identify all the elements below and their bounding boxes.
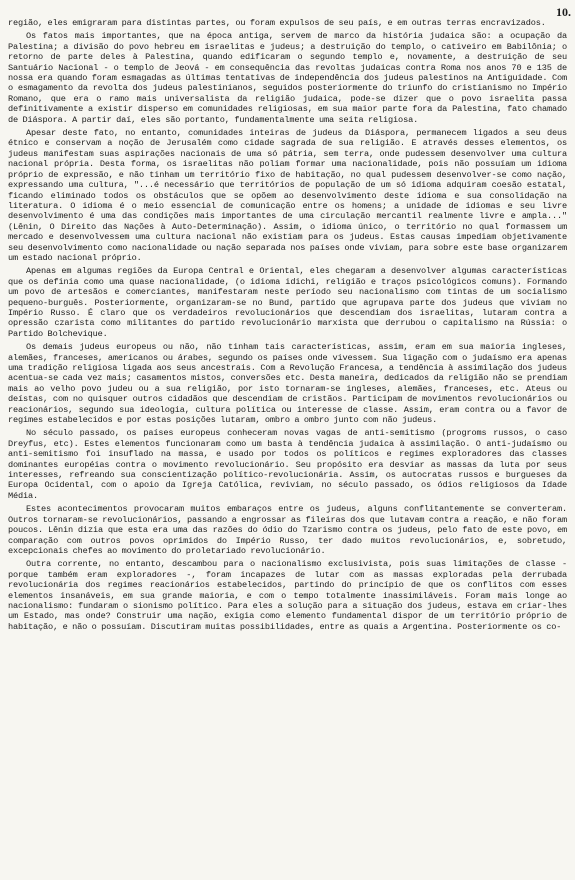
document-body — [8, 18, 567, 632]
paragraph-assimilation: Os demais judeus europeus ou não, não tinham tais características, assim, eram em sua maioria ingleses, alemães, franceses, americanos ou árabes, segundo os países onde vivessem. Sua ligação com o judaísmo era apenas uma tradição religiosa ligada aos seus ancestrais. Com a Revolução Francesa, a tendência à assimilação dos judeus acentua-se cada vez mais; casamentos mistos, conversões etc. Desta maneira, dedicados da religião não se prendiam mais ao velho povo judeu ou a sua religião, por isto tornaram-se ingleses, alemães, franceses, etc. Ateus ou deístas, com no quisquer outros cidadãos que descendiam de cristãos. Participam de movimentos revolucionários ou reacionários, segundo sua ideologia, cultura política ou interesse de classe. Assim, eram contra ou a favor de regimes estabelecidos e por estas posições lutaram, ombro a ombro junto com não judeus. — [8, 342, 567, 426]
paragraph-central-eastern-europe: Apenas em algumas regiões da Europa Central e Oriental, eles chegaram a desenvolver algumas características que os definia como uma quase nacionalidade, (o idioma idichi, religião e traços psicológicos comuns). Formando um povo de artesãos e comerciantes, manifestaram neste período seu nacionalismo com tintas de um socialismo pequeno-burguês. Posteriormente, organizaram-se no Bund, partido que agrupava parte dos judeus que viviam no Império Russo. É claro que os verdadeiros revolucionários que descendiam dos israelitas, lutaram contra a opressão czarista como militantes do partido revolucionário marxista que derrubou o capitalismo na Rússia: o Partido Bolchevique. — [8, 266, 567, 339]
paragraph-diaspora: Apesar deste fato, no entanto, comunidades inteiras de judeus da Diáspora, permanecem ligados a seu deus étnico e conservam a noção de Jerusalém como cidade sagrada de sua religião. E através desses elementos, os judeus manifestam suas aspirações nacionais de uma só pátria, sem terra, onde pudessem desenvolver uma cultura nacional própria. Desta forma, os israelitas não poliam formar uma nacionalidade, pois não possuíam um idioma próprio de expressão, e não tinham um território fixo de habitação, no qual pudessem desenvolver-se como nação, expressando uma cultura, "...é necessário que territórios de população de um só idioma adquiram coesão estatal, ficando eliminado todos os obstáculos que se opõem ao desenvolvimento deste idioma e sua consolidação na literatura. O idioma é o meio essencial de comunicação entre os homens; a unidade de idiomas e seu livre desenvolvimento é uma das condições mais importantes de uma circulação mercantil realmente livre e ampla..." (Lênin, O Direito das Nações à Auto-Determinação). Assim, o idioma único, o território no qual formassem um mercado e desenvolvessem uma cultura nacional não existiam para os judeus. Estas causas impediam objetivamente seu desenvolvimento como nacionalidade ou nação separada nos países onde viviam, para sobre este base organizarem um estado nacional próprio. — [8, 128, 567, 263]
paragraph-ancient-history: Os fatos mais importantes, que na época antiga, servem de marco da história judaica são: a ocupação da Palestina; a divisão do povo hebreu em israelitas e judeus; a destruição do templo, o cativeiro em Babilônia; o retorno de parte deles à Palestina, quando edificaram o segundo templo e, novamente, a destruição de seu Santuário Nacional - o templo de Jeová - em consequência das revoltas judaicas contra Roma nos anos 70 e 135 de nossa era quando foram esmagadas as últimas tentativas de independência dos judeus palestinos na Antiguidade. Com o esmagamento da revolta dos judeus palestinianos, seguidos posteriormente do triunfo do cristianismo no Império Romano, que era o ramo mais universalista da religião judaica, pode-se dizer que o povo israelita passa definitivamente a existir disperso em comunidades religiosas, em sua maior parte fora da Palestina, fato chamado de Diáspora. A partir daí, eles são portanto, fundamentalmente uma seita religiosa. — [8, 31, 567, 125]
paragraph-revolutionaries: Estes acontecimentos provocaram muitos embaraços entre os judeus, alguns conflitantemente se converteram. Outros tornaram-se revolucionários, passando a engrossar as fileiras dos que lutavam contra a reação, e não foram poucos. Lênin dizia que esta era uma das razões do ódio do Tzarismo contra os judeus, pelo fato de este povo, em comparação com outros povos oprimidos do Império Russo, ter dado muitos revolucionários, e, sobretudo, excepcionais chefes ao movimento do proletariado revolucionário. — [8, 504, 567, 556]
page-number: 10. — [556, 5, 571, 19]
paragraph-anti-semitism: No século passado, os países europeus conheceram novas vagas de anti-semitismo (progroms russos, o caso Dreyfus, etc). Estes elementos funcionaram como um basta à tendência judaica à assimilação. O anti-judaísmo ou anti-semitismo foi insuflado na massa, e usado por todos os políticos e regimes exploradores das classes dominantes européias contra o movimento revolucionário. Seu propósito era desviar as massas da luta por seus interesses, refreando sua conscientização político-revolucionária. Assim, os autocratas russos e burgueses da Europa Ocidental, com o apoio da Igreja Católica, reviviam, no século passado, os ódios religiosos da Idade Média. — [8, 428, 567, 501]
paragraph-continuation: região, eles emigraram para distintas partes, ou foram expulsos de seu país, e em outras terras encravizados. — [8, 18, 546, 28]
paragraph-zionism: Outra corrente, no entanto, descambou para o nacionalismo exclusivista, pois suas limitações de classe - porque também eram exploradores -, foram incapazes de lutar com as massas exploradas pela derrubada revolucionária dos regimes reacionários estabelecidos, partindo do princípio de que os conflitos com esses elementos insanáveis, em sua grande maioria, e com o tempo totalmente inassimiláveis. Foram mais longe ao nacionalismo: fundaram o sionismo político. Para eles a solução para a situação dos judeus, estava em criar-lhes um Estado, mas onde? Construir uma nação, exigia como elemento fundamental dispor de um território próprio de habitação, e não o possuíam. Discutiram muitas possibilidades, entre as quais a Argentina. Posteriormente os co- — [8, 559, 567, 632]
